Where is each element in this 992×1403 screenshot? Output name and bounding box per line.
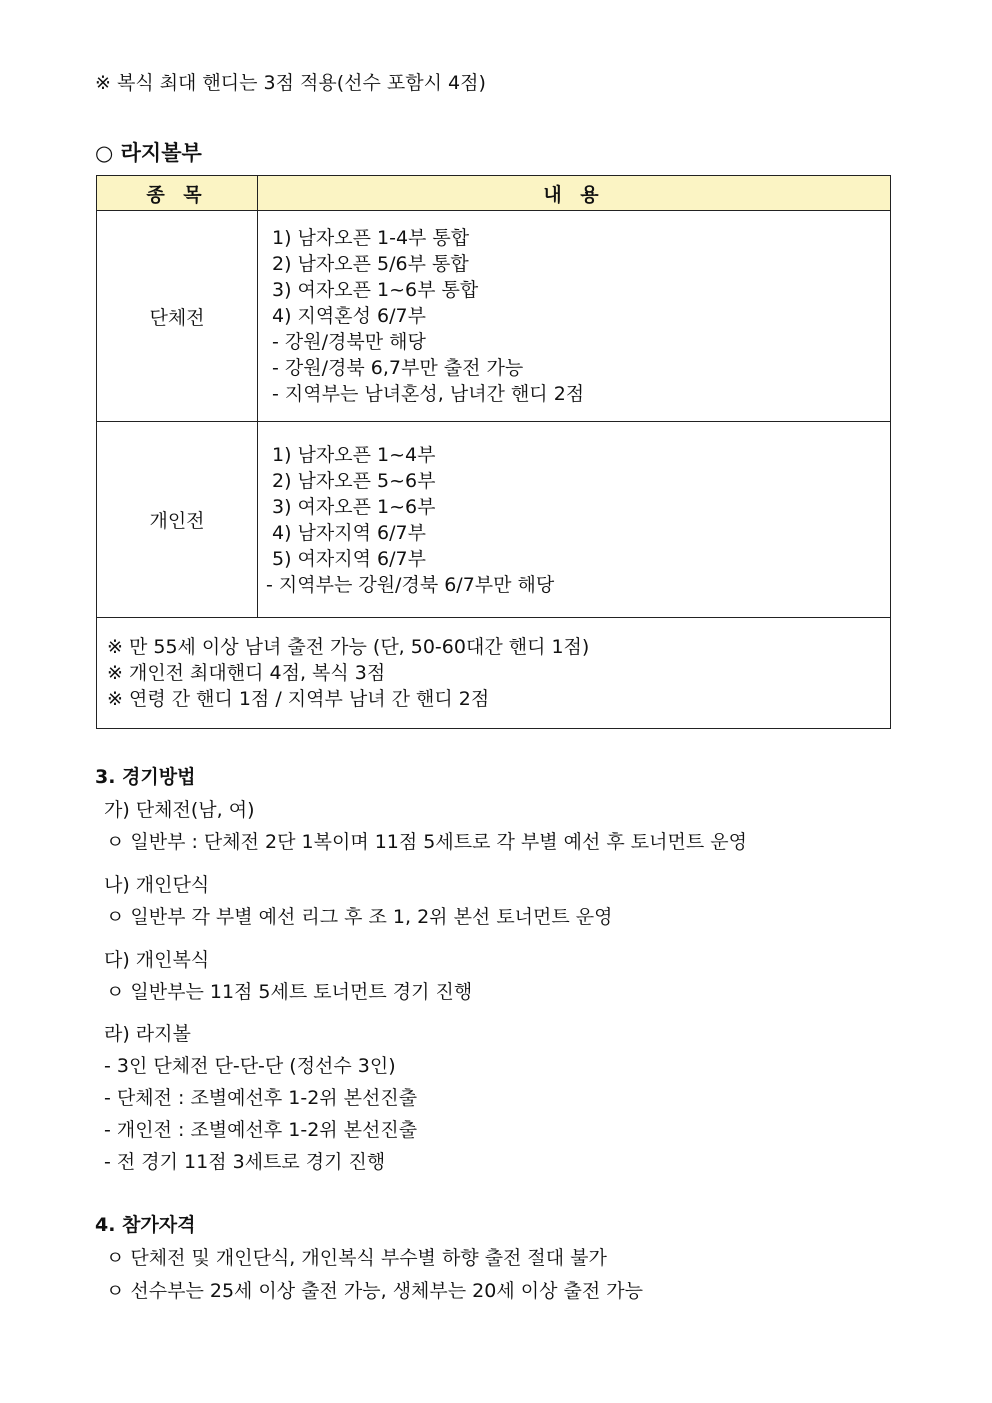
content-line: 1) 남자오픈 1-4부 통합 — [272, 227, 470, 249]
section4-item: ㅇ 선수부는 25세 이상 출전 가능, 생체부는 20세 이상 출전 가능 — [106, 1280, 643, 1302]
section3-b-item: ㅇ 일반부 각 부별 예선 리그 후 조 1, 2위 본선 토너먼트 운영 — [106, 906, 613, 928]
content-line: 3) 여자오픈 1~6부 통합 — [272, 279, 479, 301]
note-line: ※ 개인전 최대핸디 4점, 복식 3점 — [107, 662, 386, 684]
top-note: ※ 복식 최대 핸디는 3점 적용(선수 포함시 4점) — [95, 72, 486, 94]
section3-title: 3. 경기방법 — [95, 766, 196, 788]
content-line: - 지역부는 남녀혼성, 남녀간 핸디 2점 — [272, 383, 585, 405]
section3-d-item: - 단체전 : 조별예선후 1-2위 본선진출 — [104, 1087, 418, 1109]
note-line: ※ 만 55세 이상 남녀 출전 가능 (단, 50-60대간 핸디 1점) — [107, 636, 590, 658]
section-title-large-ball: ○ 라지볼부 — [95, 141, 202, 165]
content-line: 2) 남자오픈 5/6부 통합 — [272, 253, 469, 275]
table-row-individual — [97, 422, 891, 618]
table-row-team — [97, 211, 891, 422]
section3-c-item: ㅇ 일반부는 11점 5세트 토너먼트 경기 진행 — [106, 981, 473, 1003]
table-notes — [97, 618, 891, 729]
large-ball-table — [96, 175, 891, 729]
section3-d-item: - 전 경기 11점 3세트로 경기 진행 — [104, 1151, 386, 1173]
category-team: 단체전 — [97, 211, 258, 422]
content-individual — [258, 422, 891, 618]
note-line: ※ 연령 간 핸디 1점 / 지역부 남녀 간 핸디 2점 — [107, 688, 490, 710]
section3-a-title: 가) 단체전(남, 여) — [104, 799, 255, 821]
section4-item: ㅇ 단체전 및 개인단식, 개인복식 부수별 하향 출전 절대 불가 — [106, 1247, 607, 1269]
content-line: 2) 남자오픈 5~6부 — [272, 469, 436, 492]
content-line: 4) 지역혼성 6/7부 — [272, 305, 426, 327]
content-line: 5) 여자지역 6/7부 — [272, 547, 426, 570]
section3-a-item: ㅇ 일반부 : 단체전 2단 1복이며 11점 5세트로 각 부별 예선 후 토너먼트 운영 — [106, 831, 747, 853]
section4-title: 4. 참가자격 — [95, 1214, 196, 1236]
content-line: 3) 여자오픈 1~6부 — [272, 495, 436, 518]
content-line: - 강원/경북 6,7부만 출전 가능 — [272, 357, 524, 379]
section3-d-item: - 개인전 : 조별예선후 1-2위 본선진출 — [104, 1119, 418, 1141]
header-content: 내 용 — [258, 176, 891, 211]
section3-d-item: - 3인 단체전 단-단-단 (정선수 3인) — [104, 1055, 396, 1077]
content-line: - 강원/경북만 해당 — [272, 331, 426, 353]
section3-d-title: 라) 라지볼 — [104, 1023, 191, 1045]
header-category: 종 목 — [97, 176, 258, 211]
section3-b-title: 나) 개인단식 — [104, 874, 210, 896]
content-line: 1) 남자오픈 1~4부 — [272, 443, 436, 466]
content-line: 4) 남자지역 6/7부 — [272, 521, 426, 544]
content-line: - 지역부는 강원/경북 6/7부만 해당 — [266, 573, 555, 596]
content-team — [258, 211, 891, 422]
table-row-notes — [97, 618, 891, 729]
section3-c-title: 다) 개인복식 — [104, 949, 210, 971]
category-individual: 개인전 — [97, 422, 258, 618]
table-header-row — [97, 176, 891, 211]
